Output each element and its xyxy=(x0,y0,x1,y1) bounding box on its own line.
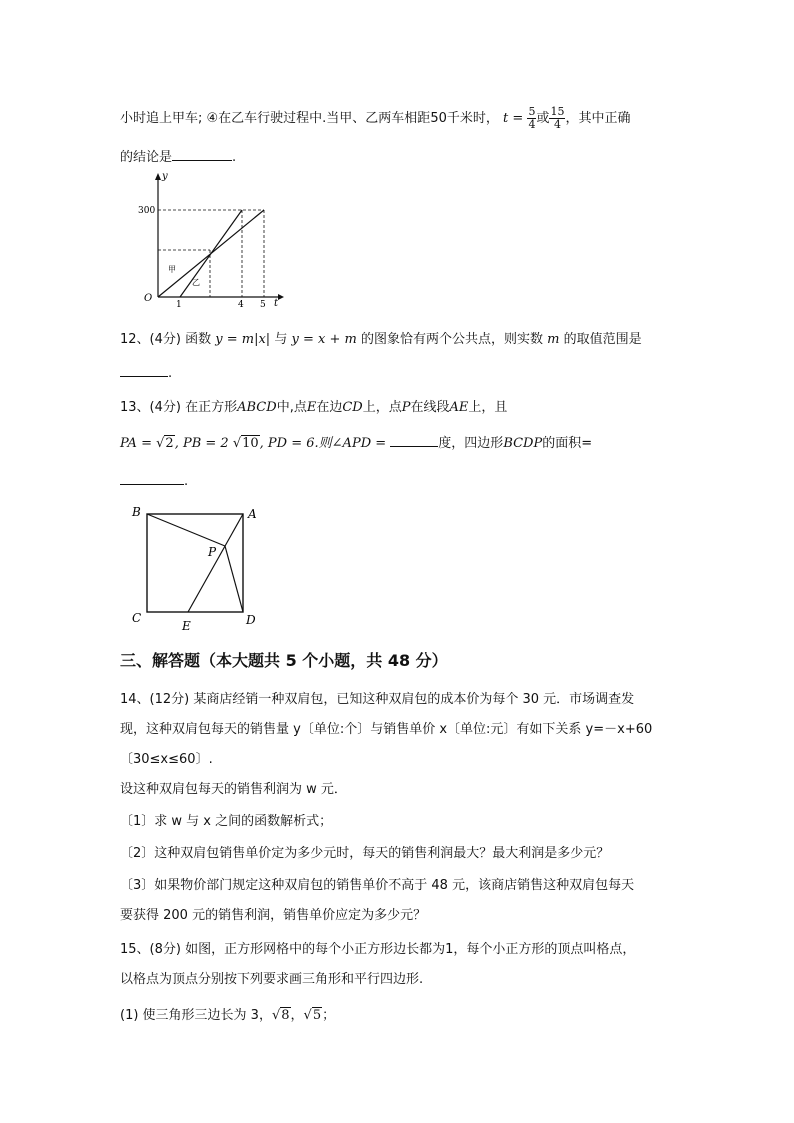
q11-text-b: 千米时， xyxy=(446,111,499,126)
q15-sqrt8-radicand: 8 xyxy=(281,1008,290,1023)
q15-line-2: 以格点为顶点分别按下列要求画三角形和平行四边形. xyxy=(120,972,424,987)
q12-line-1 xyxy=(120,328,642,347)
q15-sqrt5: √5 xyxy=(303,1008,322,1023)
q13-text-a: 在正方形 xyxy=(185,400,238,415)
q13-period: . xyxy=(184,474,189,489)
q12-var-m: m xyxy=(547,332,560,347)
q13-text-c: 在边 xyxy=(316,400,343,415)
q14-sub-3a: 〔3〕如果物价部门规定这种双肩包的销售单价不高于 48 元，该商店销售这种双肩包每天 xyxy=(120,878,635,893)
q13-pd: , PD = 6.则∠APD = xyxy=(259,436,387,451)
distance-time-graph xyxy=(138,170,288,310)
label-a: A xyxy=(248,507,257,521)
q13-pb: , PB = 2 xyxy=(174,436,229,451)
q12-line-2 xyxy=(120,364,172,381)
q15-sub1-text: (1) 使三角形三边长为 3， xyxy=(120,1008,272,1023)
label-e: E xyxy=(182,619,191,633)
q13-sqrt2: √2 xyxy=(156,436,174,451)
q14-sub-3b: 要获得 200 元的销售利润，销售单价应定为多少元？ xyxy=(120,908,427,923)
q14-line-2: 现，这种双肩包每天的销售量 y〔单位:个〕与销售单价 x〔单位:元〕有如下关系 y=－x+60 xyxy=(120,722,653,737)
q13-line-3 xyxy=(120,472,188,489)
q15-end: ； xyxy=(322,1008,336,1023)
q15-line-1 xyxy=(120,938,635,957)
q11-answer-blank[interactable] xyxy=(172,148,232,161)
origin-label: O xyxy=(144,293,153,304)
square-diagram xyxy=(128,500,268,640)
line-yi xyxy=(180,210,242,297)
q15-sep: ， xyxy=(290,1008,304,1023)
q11-text-answer: 的结论是 xyxy=(120,150,173,165)
q15-text-1: 如图，正方形网格中的每个小正方形边长都为1，每个小正方形的顶点叫格点， xyxy=(185,942,636,957)
q14-number: 14、(12分) xyxy=(120,692,190,707)
q13-sqrt10-radicand: 10 xyxy=(242,436,259,451)
q13-area: 的面积= xyxy=(542,436,593,451)
q11-frac2-den: 4 xyxy=(553,118,561,131)
q12-period: . xyxy=(168,366,173,381)
q15-sqrt8: √8 xyxy=(271,1008,290,1023)
y-axis-label: y xyxy=(162,171,168,182)
q13-segment: AE xyxy=(449,400,469,415)
q11-text-c: ，其中正确 xyxy=(565,111,631,126)
q11-frac1-num: 5 xyxy=(528,105,536,118)
q13-area-blank[interactable] xyxy=(120,472,184,485)
q11-fraction-2 xyxy=(549,106,565,131)
x-tick-5: 5 xyxy=(260,300,266,310)
q11-equals: = xyxy=(512,111,524,126)
q11-frac2-num: 15 xyxy=(550,105,565,118)
q12-text-c: 的图象恰有两个公共点，则实数 xyxy=(360,332,543,347)
q14-sub-1: 〔1〕求 w 与 x 之间的函数解析式； xyxy=(120,814,333,829)
q15-sub-1 xyxy=(120,1004,335,1023)
q13-square: ABCD xyxy=(237,400,277,415)
q12-func2: y = x + m xyxy=(291,332,357,347)
q12-number: 12、(4分) xyxy=(120,332,181,347)
square-abcd xyxy=(147,514,243,612)
q13-line-1 xyxy=(120,396,507,415)
q12-text-a: 函数 xyxy=(185,332,212,347)
t-axis-arrow xyxy=(278,294,284,300)
label-b: B xyxy=(132,505,141,519)
q13-line-2 xyxy=(120,432,592,451)
q14-line-1 xyxy=(120,688,634,707)
x-tick-1: 1 xyxy=(176,300,182,310)
segment-ae xyxy=(188,514,243,612)
q11-frac1-den: 4 xyxy=(528,118,536,131)
y-tick-300: 300 xyxy=(138,206,156,216)
q13-text-f: 上，且 xyxy=(468,400,508,415)
q12-func1: y = m|x| xyxy=(215,332,271,347)
x-tick-4: 4 xyxy=(238,300,244,310)
q11-period: . xyxy=(232,150,237,165)
label-c: C xyxy=(132,611,142,625)
q13-number: 13、(4分) xyxy=(120,400,181,415)
q11-or: 或 xyxy=(536,111,550,126)
q13-text-b: 中,点 xyxy=(276,400,307,415)
q13-angle-blank[interactable] xyxy=(390,434,438,447)
q11-t-var: t xyxy=(503,111,509,126)
q14-line-4: 设这种双肩包每天的销售利润为 w 元． xyxy=(120,782,347,797)
q13-pa: PA = xyxy=(120,436,152,451)
q14-text-1: 某商店经销一种双肩包，已知这种双肩包的成本价为每个 30 元．市场调查发 xyxy=(193,692,635,707)
q11-text-a: 小时追上甲车; ④在乙车行驶过程中.当甲、乙两车相距 xyxy=(120,111,431,126)
q13-point-p: P xyxy=(401,400,411,415)
q13-text-e: 在线段 xyxy=(410,400,450,415)
q15-sqrt5-radicand: 5 xyxy=(312,1008,322,1023)
q12-text-b: 与 xyxy=(274,332,288,347)
label-p: P xyxy=(208,545,217,559)
q12-text-d: 的取值范围是 xyxy=(563,332,642,347)
q14-line-3: 〔30≤x≤60〕. xyxy=(120,752,213,767)
q14-sub-2: 〔2〕这种双肩包销售单价定为多少元时，每天的销售利润最大？最大利润是多少元？ xyxy=(120,846,610,861)
q11-line-2 xyxy=(120,146,236,165)
q13-sqrt2-radicand: 2 xyxy=(165,436,174,451)
q13-quad: BCDP xyxy=(503,436,543,451)
section-3-heading: 三、解答题（本大题共 5 个小题，共 48 分） xyxy=(120,651,448,670)
q11-line-1 xyxy=(120,106,630,131)
segment-pd xyxy=(225,546,243,612)
label-yi: 乙 xyxy=(192,278,200,287)
label-d: D xyxy=(246,613,256,627)
label-jia: 甲 xyxy=(168,265,176,274)
q11-distance-value: 50 xyxy=(430,111,447,126)
segment-bp xyxy=(147,514,225,546)
q13-unit-deg: 度，四边形 xyxy=(438,436,504,451)
t-axis-label: t xyxy=(274,298,279,309)
q13-side: CD xyxy=(342,400,363,415)
q12-answer-blank[interactable] xyxy=(120,364,168,377)
y-axis-arrow xyxy=(155,173,161,180)
q15-number: 15、(8分) xyxy=(120,942,181,957)
q13-sqrt10: √10 xyxy=(232,436,259,451)
q13-text-d: 上，点 xyxy=(362,400,402,415)
q13-point-e: E xyxy=(306,400,317,415)
